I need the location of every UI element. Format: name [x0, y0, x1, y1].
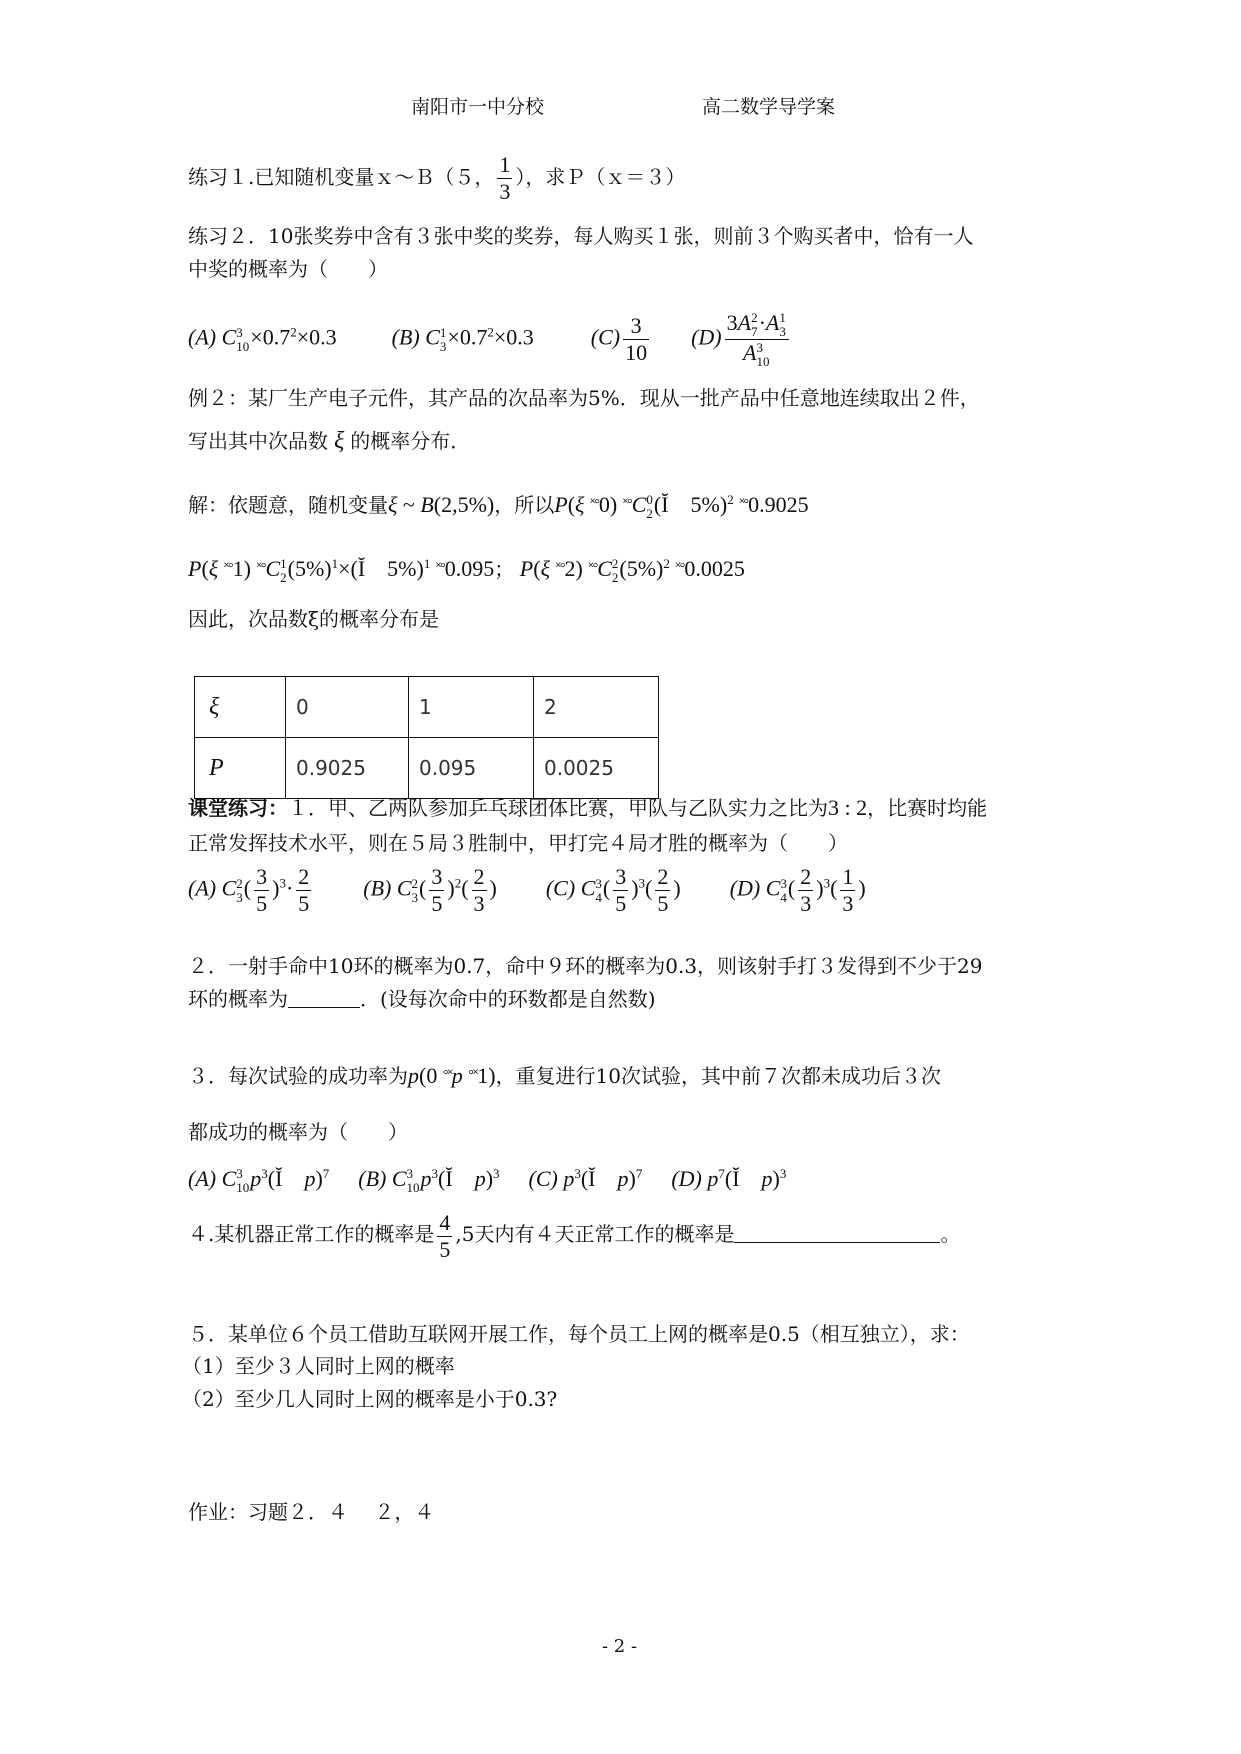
- table-cell: 0.095: [409, 738, 534, 799]
- table-cell: 0.9025: [286, 738, 409, 799]
- table-cell: 0: [286, 677, 409, 738]
- header-school: 南阳市一中分校: [411, 96, 545, 118]
- practice-q3-line2: 都成功的概率为（ ）: [188, 1120, 408, 1144]
- practice-q3-options: (A) C 3 10 $p^3(Ĭ$ p)$^7$ (B) C 3 10 $p^3(Ĭ$ p)$^3$ (C) $p^3(Ĭ$ p)$^7$ (D) $p^7(Ĭ$ p)$^3$: [188, 1166, 787, 1195]
- practice-q1-options: (A) C 2 3 ( $\frac{3}{5}$ )$^3$· $\frac{2}{5}$ (B) C 2 3 ( $\frac{3}{5}$ )$^2$( $\frac{2}{3}$ ) (C) C 3 4 ( $\frac{3}{5}$ )$^3$( $\frac{2}{5}$ ) (D) C 3 4 ( $\frac{2}{3}$ )$^3$( $\frac{1}{3}$ ): [188, 864, 866, 916]
- answer-blank: [734, 1242, 940, 1243]
- table-cell: 0.0025: [534, 738, 659, 799]
- practice-q2-line2: 环的概率为 ．(设每次命中的环数都是自然数): [188, 987, 656, 1011]
- exercise-1-tail: ），求Ｐ（ｘ＝３）: [515, 165, 686, 189]
- practice-q1-line2: 正常发挥技术水平，则在５局３胜制中，甲打完４局才胜的概率为（ ）: [188, 831, 848, 855]
- table-row: [195, 738, 659, 799]
- page-number: - 2 -: [602, 1636, 638, 1657]
- exercise-1-text: 练习１.已知随机变量ｘ～Ｂ（５，: [188, 165, 495, 189]
- table-header-p: P: [195, 738, 286, 799]
- solution-line1: 解：依题意，随机变量ξ ~ B(2,5%)，所以P(ξ ˟°0) ˟°C 0 2 (Ĭ 5%)$^2$ ˟°0.9025: [188, 492, 809, 521]
- practice-q3-line1: ３．每次试验的成功率为p(0 °˟p °˟1)，重复进行10次试验，其中前７次都未成功后３次: [188, 1063, 942, 1088]
- practice-q4: ４.某机器正常工作的概率是 $\frac{4}{5}$ ,5天内有４天正常工作的概率是 。: [188, 1210, 961, 1262]
- practice-q5-line1: ５．某单位６个员工借助互联网开展工作，每个员工上网的概率是0.5（相互独立），求：: [188, 1322, 970, 1346]
- table-cell: 2: [534, 677, 659, 738]
- header-course: 高二数学导学案: [702, 96, 836, 118]
- probability-distribution-table: [194, 676, 659, 799]
- answer-blank: [288, 1007, 360, 1008]
- exercise-2-line1: 练习２．10张奖券中含有３张中奖的奖券，每人购买１张，则前３个购买者中，恰有一人: [188, 224, 974, 248]
- practice-q5-sub2: （2）至少几人同时上网的概率是小于0.3?: [182, 1387, 558, 1411]
- solution-conclusion: 因此，次品数ξ的概率分布是: [188, 607, 440, 631]
- table-row: [195, 677, 659, 738]
- table-cell: 1: [409, 677, 534, 738]
- table-header-xi: ξ: [195, 677, 286, 738]
- exercise-2-options: (A) C 3 10 $\times 0.7^2\times 0.3$ (B) C 1 3 $\times 0.7^2\times 0.3$ (C) $\frac{3}{10}$ (D) 3A 2 7 ·A 1 3 A 3 10: [188, 310, 792, 369]
- fraction-one-third: $\frac{1}{3}$: [499, 152, 511, 204]
- practice-q1-line1: 课堂练习：１．甲、乙两队参加乒乓球团体比赛，甲队与乙队实力之比为3 : 2，比赛时均能: [188, 795, 988, 820]
- solution-line2: P(ξ ˟°1) ˟°C 1 2 $(5\%)^1\times(Ĭ$ 5%)$^1$ ˟°0.095； P(ξ ˟°2) ˟°C 2 2 $(5\%)^2$ ˟°0.0025: [188, 556, 745, 585]
- exercise-1: [188, 152, 685, 205]
- practice-q5-sub1: （1）至少３人同时上网的概率: [182, 1354, 455, 1378]
- homework: 作业：习题２．４ ２，４: [188, 1500, 435, 1524]
- example-2-line2: 写出其中次品数 ξ 的概率分布．: [188, 428, 471, 454]
- practice-label: 课堂练习：: [188, 796, 288, 820]
- exercise-2-line2: 中奖的概率为（ ）: [188, 257, 388, 281]
- practice-q2-line1: ２．一射手命中10环的概率为0.7，命中９环的概率为0.3，则该射手打３发得到不少于29: [188, 954, 983, 978]
- example-2-line1: 例２：某厂生产电子元件，其产品的次品率为5%．现从一批产品中任意地连续取出２件，: [188, 386, 980, 410]
